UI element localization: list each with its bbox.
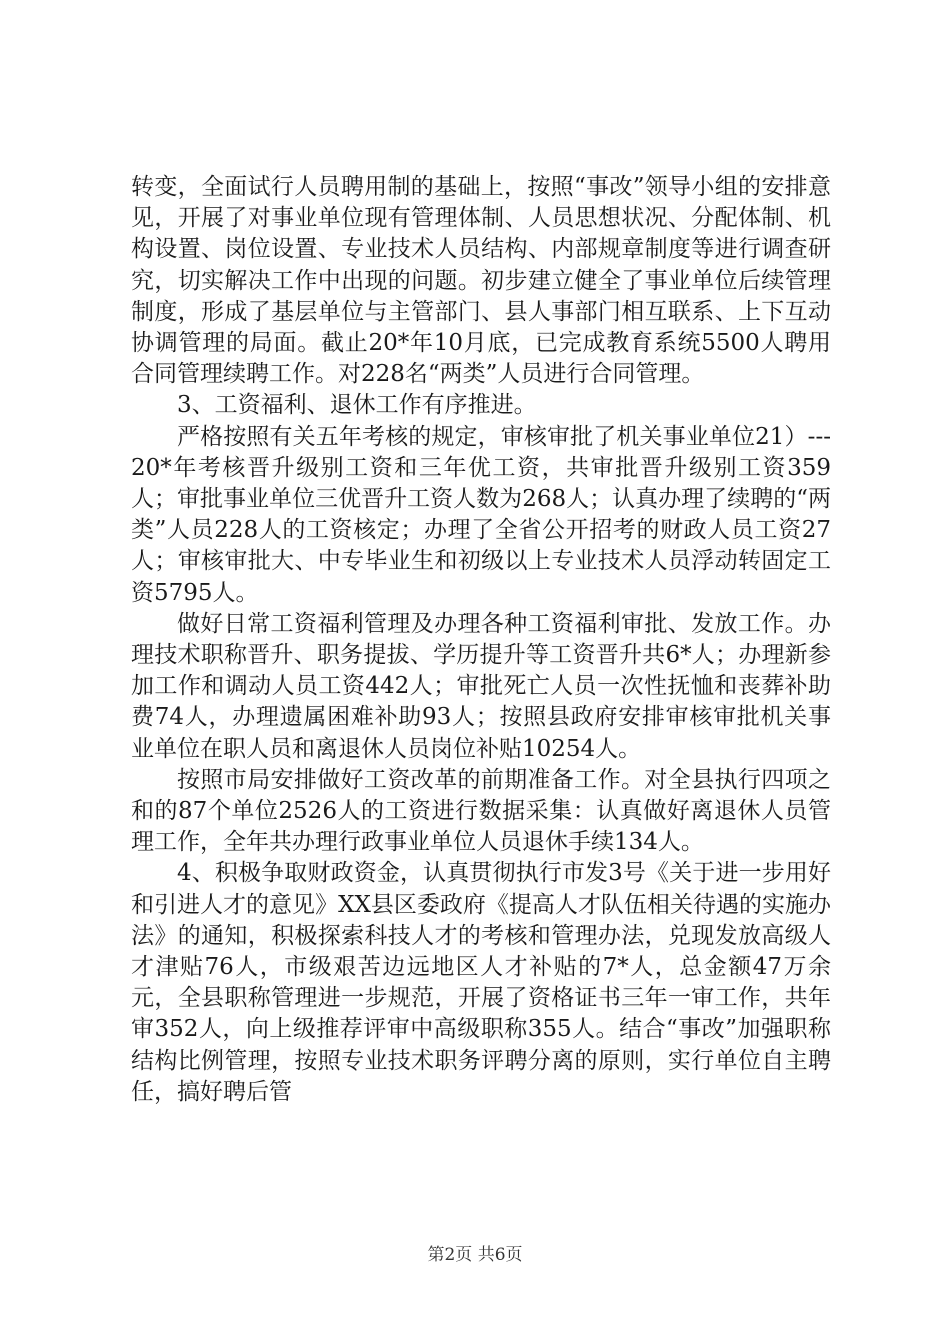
paragraph-1: 转变，全面试行人员聘用制的基础上，按照“事改”领导小组的安排意见，开展了对事业单位现有管理体制、人员思想状况、分配体制、机构设置、岗位设置、专业技术人员结构、内部规章制度等进行调查研究，切实解决工作中出现的问题。初步建立健全了事业单位后续管理制度，形成了基层单位与主管部门、县人事部门相互联系、上下互动协调管理的局面。截止20*年10月底，已完成教育系统5500人聘用合同管理续聘工作。对228名“两类”人员进行合同管理。: [131, 174, 831, 388]
paragraph-3: 严格按照有关五年考核的规定，审核审批了机关事业单位21）---20*年考核晋升级别工资和三年优工资，共审批晋升级别工资359人；审批事业单位三优晋升工资人数为268人；认真办理了续聘的“两类”人员228人的工资核定；办理了全省公开招考的财政人员工资27人；审核审批大、中专毕业生和初级以上专业技术人员浮动转固定工资5795人。: [131, 423, 831, 606]
page-number-footer: 第2页 共6页: [427, 1245, 523, 1265]
section-heading-3: 3、工资福利、退休工作有序推进。: [177, 392, 537, 419]
paragraph-4: 做好日常工资福利管理及办理各种工资福利审批、发放工作。办理技术职称晋升、职务提拔、学历提升等工资晋升共6*人；办理新参加工作和调动人员工资442人；审批死亡人员一次性抚恤和丧葬补助费74人，办理遗属困难补助93人；按照县政府安排审核审批机关事业单位在职人员和离退休人员岗位补贴10254人。: [131, 610, 831, 762]
paragraph-6: 4、积极争取财政资金，认真贯彻执行市发3号《关于进一步用好和引进人才的意见》XX县区委政府《提高人才队伍相关待遇的实施办法》的通知，积极探索科技人才的考核和管理办法，兑现发放高级人才津贴76人，市级艰苦边远地区人才补贴的7*人，总金额47万余元，全县职称管理进一步规范，开展了资格证书三年一审工作，共年审352人，向上级推荐评审中高级职称355人。结合“事改”加强职称结构比例管理，按照专业技术职务评聘分离的原则，实行单位自主聘任，搞好聘后管: [131, 860, 831, 1105]
document-body: [131, 172, 831, 1108]
paragraph-5: 按照市局安排做好工资改革的前期准备工作。对全县执行四项之和的87个单位2526人的工资进行数据采集：认真做好离退休人员管理工作，全年共办理行政事业单位人员退休手续134人。: [131, 766, 831, 856]
